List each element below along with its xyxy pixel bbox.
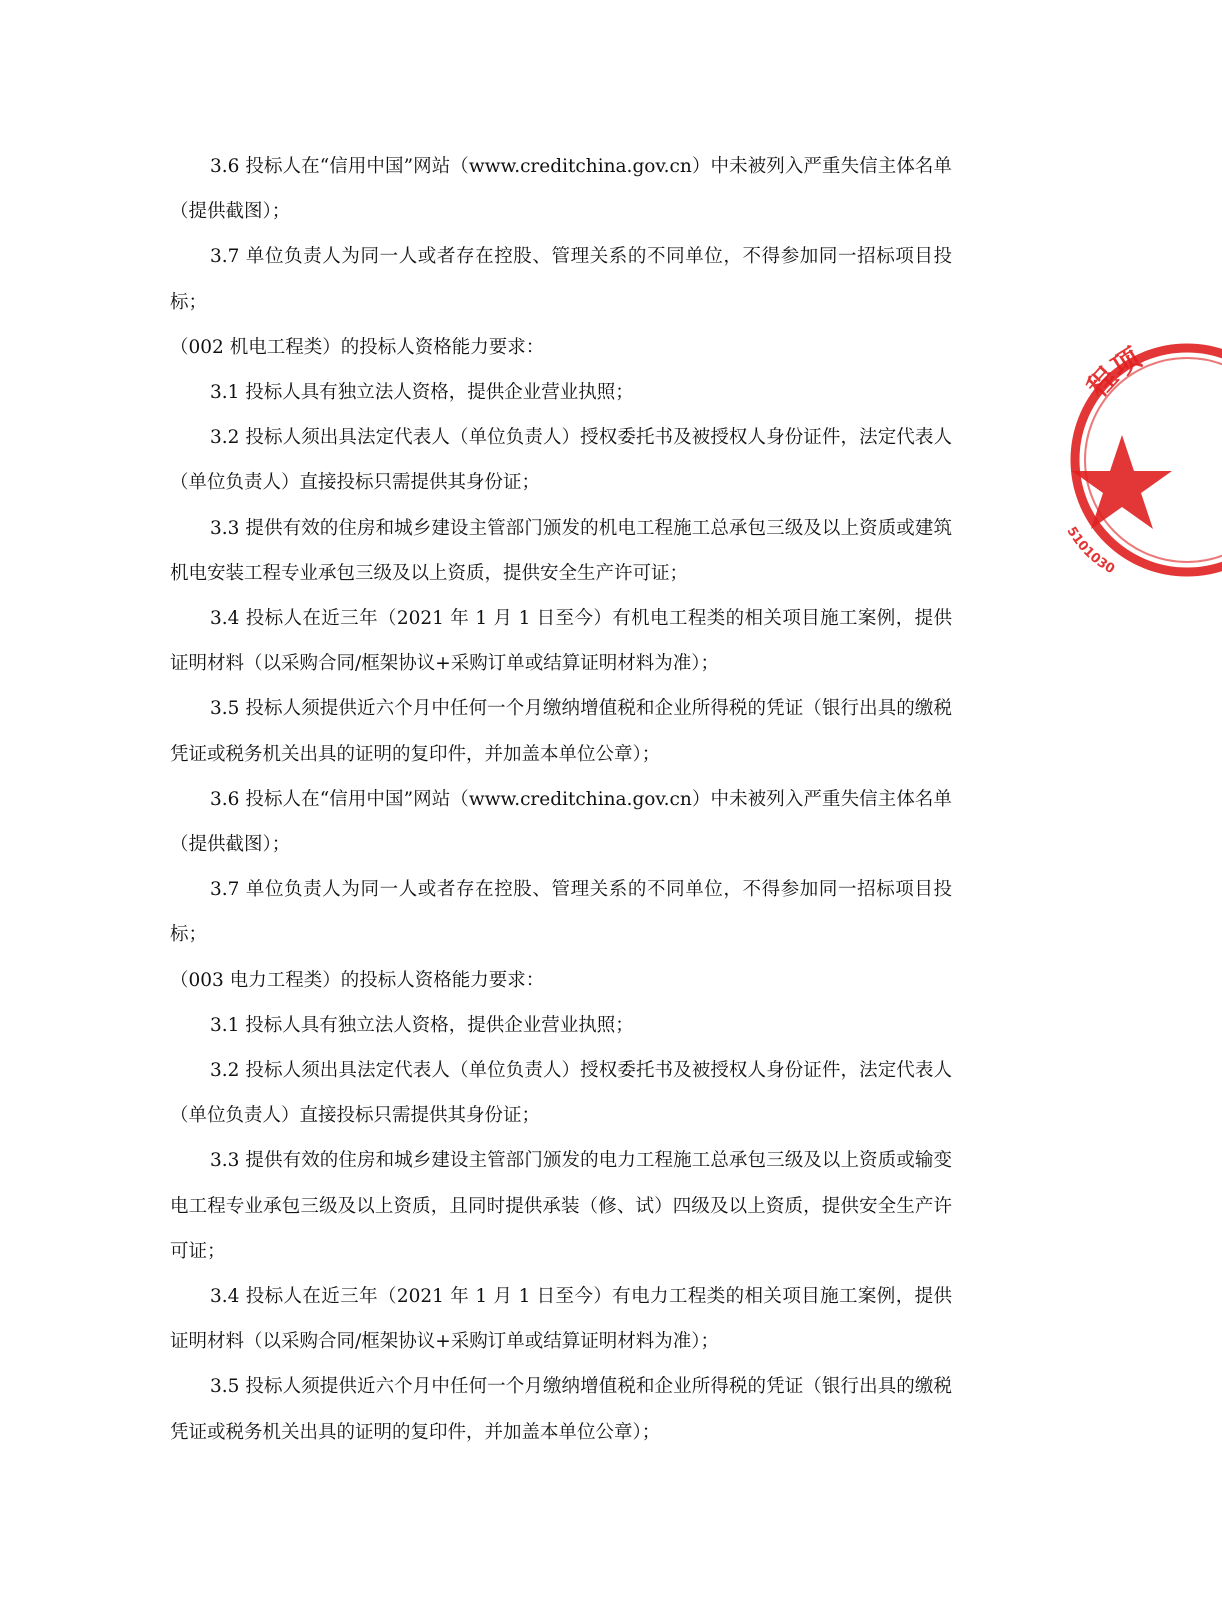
- paragraph-002-3-3: 3.3 提供有效的住房和城乡建设主管部门颁发的机电工程施工总承包三级及以上资质或建筑机电安装工程专业承包三级及以上资质，提供安全生产许可证；: [170, 517, 952, 584]
- paragraph-003-3-1: 3.1 投标人具有独立法人资格，提供企业营业执照；: [210, 1014, 634, 1036]
- company-seal-stamp: [1062, 335, 1222, 595]
- paragraph-003-3-5: 3.5 投标人须提供近六个月中任何一个月缴纳增值税和企业所得税的凭证（银行出具的缴税凭证或税务机关出具的证明的复印件，并加盖本单位公章）；: [170, 1376, 952, 1443]
- paragraph-002-3-4: 3.4 投标人在近三年（2021 年 1 月 1 日至今）有机电工程类的相关项目施工案例，提供证明材料（以采购合同/框架协议+采购订单或结算证明材料为准）；: [170, 608, 952, 675]
- paragraph-002-3-5: 3.5 投标人须提供近六个月中任何一个月缴纳增值税和企业所得税的凭证（银行出具的缴税凭证或税务机关出具的证明的复印件，并加盖本单位公章）；: [170, 698, 952, 765]
- seal-top-text: 程项: [1080, 341, 1147, 404]
- section-heading-003: （003 电力工程类）的投标人资格能力要求：: [170, 969, 545, 991]
- paragraph-002-3-2: 3.2 投标人须出具法定代表人（单位负责人）授权委托书及被授权人身份证件，法定代表人（单位负责人）直接投标只需提供其身份证；: [170, 427, 952, 494]
- document-body: [170, 144, 952, 1455]
- paragraph-002-3-7: 3.7 单位负责人为同一人或者存在控股、管理关系的不同单位，不得参加同一招标项目投标；: [170, 879, 952, 946]
- paragraph-3-7: 3.7 单位负责人为同一人或者存在控股、管理关系的不同单位，不得参加同一招标项目投标；: [170, 246, 952, 313]
- seal-bottom-text: 5101030: [1063, 524, 1118, 578]
- section-heading-002: （002 机电工程类）的投标人资格能力要求：: [170, 336, 545, 358]
- paragraph-002-3-1: 3.1 投标人具有独立法人资格，提供企业营业执照；: [210, 382, 634, 404]
- paragraph-002-3-6: 3.6 投标人在“信用中国”网站（www.creditchina.gov.cn）中未被列入严重失信主体名单（提供截图）；: [170, 788, 952, 856]
- paragraph-003-3-2: 3.2 投标人须出具法定代表人（单位负责人）授权委托书及被授权人身份证件，法定代表人（单位负责人）直接投标只需提供其身份证；: [170, 1060, 952, 1127]
- paragraph-3-6: 3.6 投标人在“信用中国”网站（www.creditchina.gov.cn）中未被列入严重失信主体名单（提供截图）；: [170, 156, 952, 223]
- paragraph-003-3-4: 3.4 投标人在近三年（2021 年 1 月 1 日至今）有电力工程类的相关项目施工案例，提供证明材料（以采购合同/框架协议+采购订单或结算证明材料为准）；: [170, 1286, 952, 1353]
- paragraph-003-3-3: 3.3 提供有效的住房和城乡建设主管部门颁发的电力工程施工总承包三级及以上资质或输变电工程专业承包三级及以上资质，且同时提供承装（修、试）四级及以上资质，提供安全生产许可证；: [170, 1150, 952, 1262]
- svg-text:5101030: [1063, 524, 1117, 577]
